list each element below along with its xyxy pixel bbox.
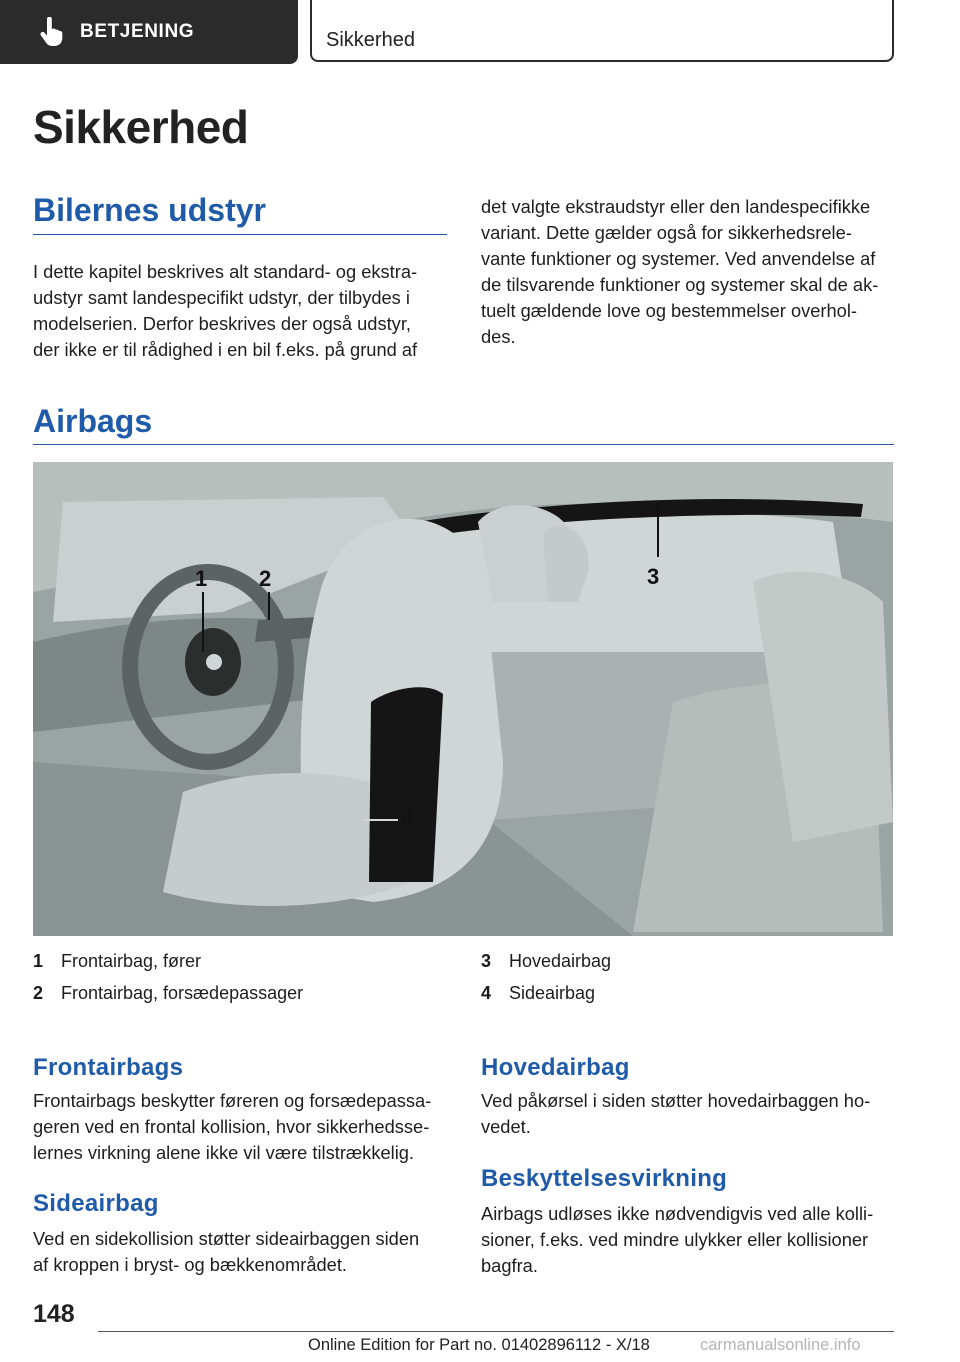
text-line: geren ved en frontal kollision, hvor sikkerhedsse-	[33, 1116, 430, 1137]
legend-number: 1	[33, 951, 44, 971]
legend-text: Frontairbag, forsædepassager	[61, 983, 304, 1003]
text-line: I dette kapitel beskrives alt standard- og ekstra-	[33, 261, 418, 282]
section-tab	[0, 0, 298, 64]
page-number: 148	[33, 1300, 75, 1328]
callout-4: 4	[401, 807, 414, 832]
text-line: tuelt gældende love og bestemmelser overhol-	[481, 300, 857, 321]
section-label: BETJENING	[80, 21, 195, 42]
text-line: Ved påkørsel i siden støtter hovedairbaggen ho-	[481, 1090, 871, 1111]
chapter-box	[310, 0, 894, 62]
text-line: vante funktioner og systemer. Ved anvendelse af	[481, 248, 876, 269]
text-line: Ved en sidekollision støtter sideairbaggen siden	[33, 1228, 420, 1249]
heading-hovedairbag: Hovedairbag	[481, 1054, 630, 1081]
legend-number: 2	[33, 983, 44, 1003]
text-line: modelserien. Derfor beskrives der også udstyr,	[33, 313, 411, 334]
airbag-illustration	[33, 462, 893, 936]
callout-3: 3	[647, 564, 660, 589]
text-line: Frontairbags beskytter føreren og forsædepassa-	[33, 1090, 432, 1111]
paragraph-frontairbags	[33, 1088, 463, 1166]
text-line: vedet.	[481, 1116, 531, 1137]
footer-rule	[98, 1331, 894, 1332]
paragraph-left	[33, 259, 453, 363]
heading-rule	[33, 444, 894, 445]
paragraph-beskyttelsesvirkning	[481, 1201, 911, 1279]
legend-number: 3	[481, 951, 492, 971]
heading-airbags: Airbags	[33, 403, 153, 439]
text-line: lernes virkning alene ikke vil være tilstrækkelig.	[33, 1142, 414, 1163]
hand-pointer-icon	[38, 17, 64, 47]
text-line: sioner, f.eks. ved mindre ulykker eller kollisioner	[481, 1229, 869, 1250]
heading-rule	[33, 234, 447, 235]
text-line: Airbags udløses ikke nødvendigvis ved alle kolli-	[481, 1203, 874, 1224]
legend-number: 4	[481, 983, 492, 1003]
legend-text: Sideairbag	[509, 983, 596, 1003]
paragraph-hovedairbag	[481, 1088, 911, 1140]
text-line: variant. Dette gælder også for sikkerhedsrele-	[481, 222, 852, 243]
legend-text: Frontairbag, fører	[61, 951, 202, 971]
paragraph-right	[481, 194, 901, 350]
edition-text: Online Edition for Part no. 01402896112 - X/18	[308, 1336, 650, 1354]
heading-beskyttelsesvirkning: Beskyttelsesvirkning	[481, 1165, 728, 1192]
text-line: des.	[481, 326, 516, 347]
paragraph-sideairbag	[33, 1226, 463, 1278]
text-line: der ikke er til rådighed i en bil f.eks. på grund af	[33, 339, 418, 360]
callout-2: 2	[259, 566, 272, 591]
watermark: carmanualsonline.info	[700, 1336, 861, 1354]
text-line: det valgte ekstraudstyr eller den landespecifikke	[481, 196, 871, 217]
chapter-label: Sikkerhed	[326, 29, 415, 51]
text-line: af kroppen i bryst- og bækkenområdet.	[33, 1254, 347, 1275]
page-title: Sikkerhed	[33, 101, 249, 153]
text-line: de tilsvarende funktioner og systemer skal de ak-	[481, 274, 879, 295]
legend-text: Hovedairbag	[509, 951, 612, 971]
heading-sideairbag: Sideairbag	[33, 1190, 159, 1217]
text-line: udstyr samt landespecifikt udstyr, der tilbydes i	[33, 287, 410, 308]
heading-frontairbags: Frontairbags	[33, 1054, 184, 1081]
callout-1: 1	[195, 566, 208, 591]
text-line: bagfra.	[481, 1255, 538, 1276]
heading-bilernes-udstyr: Bilernes udstyr	[33, 192, 266, 228]
